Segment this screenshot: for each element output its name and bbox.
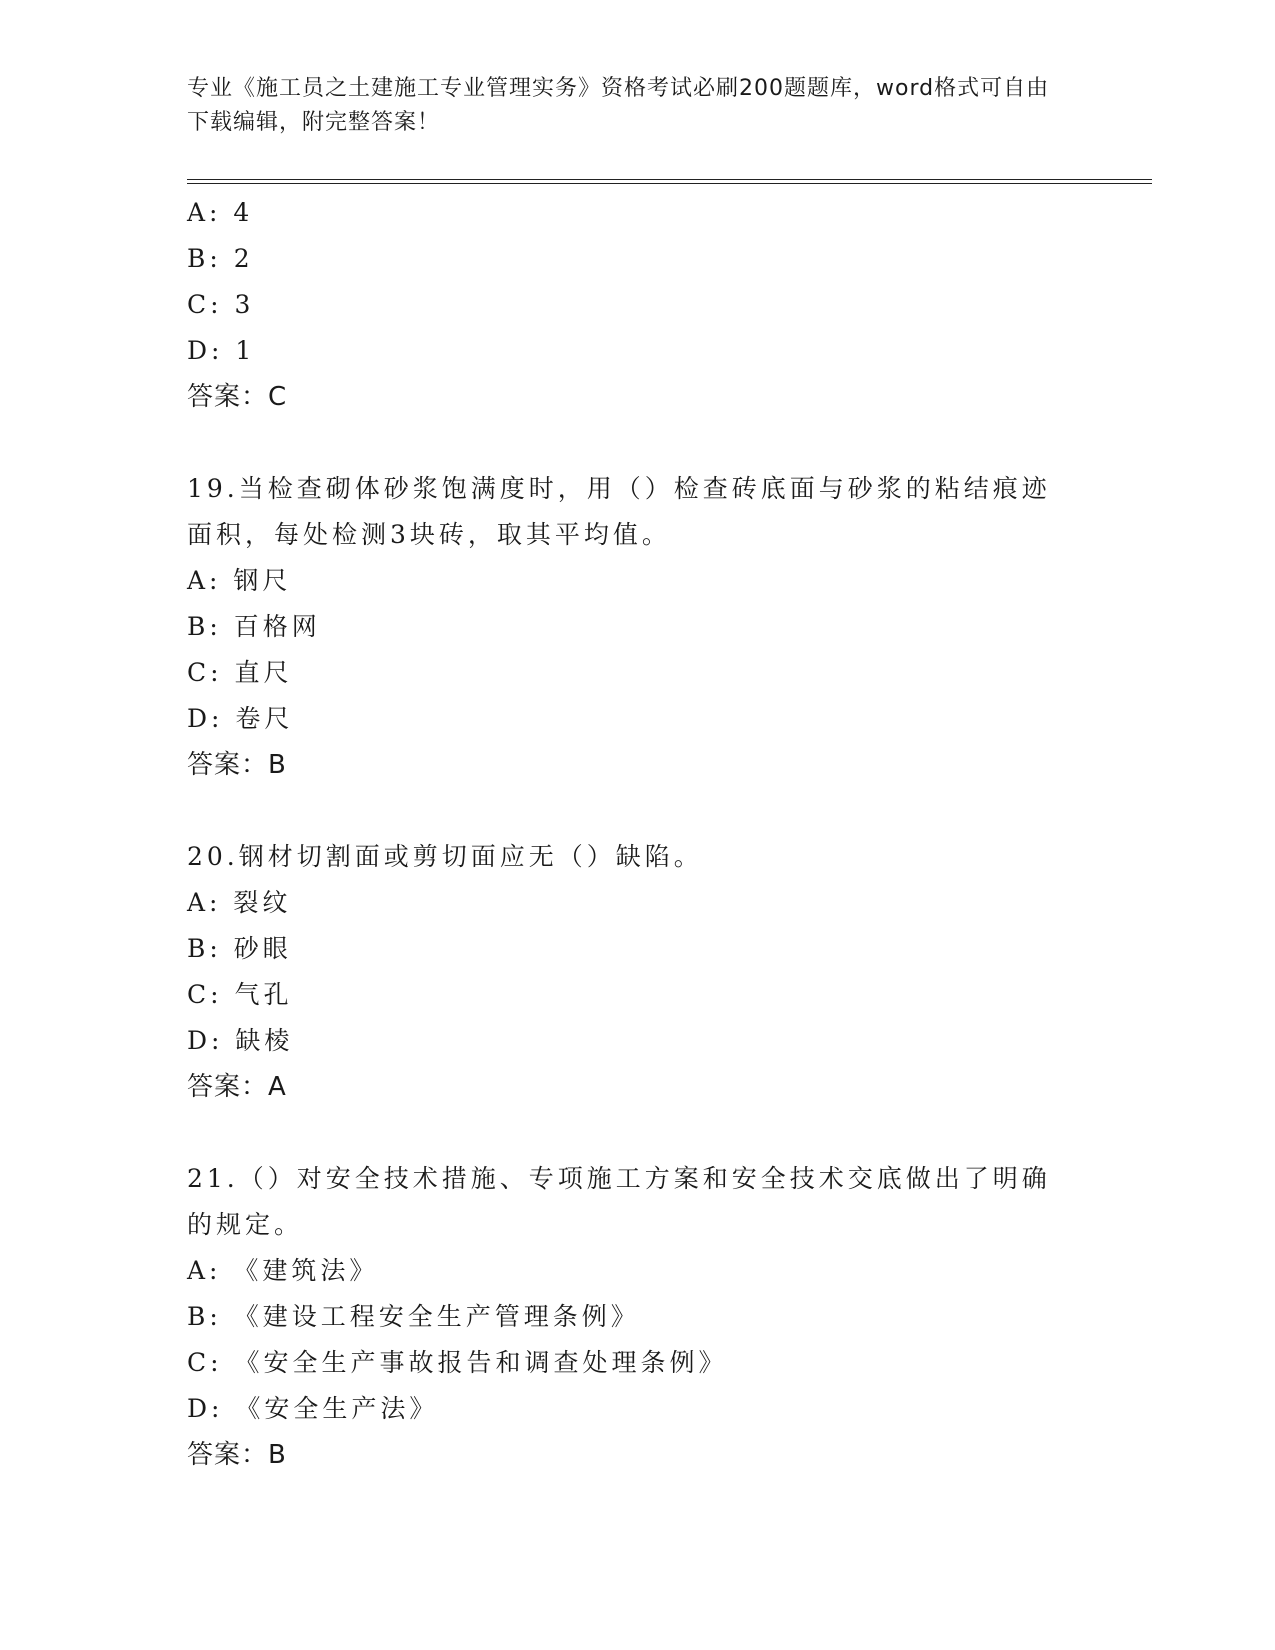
option-c: C: 《安全生产事故报告和调查处理条例》: [187, 1348, 728, 1377]
question-list: [187, 190, 1067, 1478]
option-d: D: 缺棱: [187, 1026, 294, 1055]
option-c: C: 气孔: [187, 980, 293, 1009]
option-d: D: 《安全生产法》: [187, 1394, 439, 1423]
question-block-21: [187, 1156, 1067, 1478]
header-divider-bottom: [187, 183, 1152, 184]
option-d: D: 1: [187, 336, 256, 365]
option-a: A: 钢尺: [187, 566, 292, 595]
option-a: A: 《建筑法》: [187, 1256, 379, 1285]
question-block-18: [187, 190, 1067, 420]
option-d: D: 卷尺: [187, 704, 294, 733]
option-a: A: 裂纹: [187, 888, 292, 917]
question-stem: 19.当检查砌体砂浆饱满度时，用（）检查砖底面与砂浆的粘结痕迹面积，每处检测3块砖，取其平均值。: [187, 474, 1051, 549]
option-b: B: 2: [187, 244, 254, 273]
option-a: A: 4: [187, 198, 254, 227]
question-stem: 21.（）对安全技术措施、专项施工方案和安全技术交底做出了明确的规定。: [187, 1164, 1051, 1239]
answer-line: 答案：C: [187, 382, 288, 412]
option-c: C: 3: [187, 290, 255, 319]
question-block-19: [187, 466, 1067, 788]
answer-line: 答案：A: [187, 1072, 287, 1102]
page-header-title: 专业《施工员之土建施工专业管理实务》资格考试必刷200题题库，word格式可自由下载编辑，附完整答案！: [187, 76, 1050, 135]
question-stem: 20.钢材切割面或剪切面应无（）缺陷。: [187, 842, 703, 871]
option-c: C: 直尺: [187, 658, 293, 687]
answer-line: 答案：B: [187, 750, 287, 780]
option-b: B: 百格网: [187, 612, 321, 641]
answer-line: 答案：B: [187, 1440, 287, 1470]
header-divider-top: [187, 179, 1152, 180]
option-b: B: 《建设工程安全生产管理条例》: [187, 1302, 640, 1331]
option-b: B: 砂眼: [187, 934, 292, 963]
question-block-20: [187, 834, 1067, 1110]
